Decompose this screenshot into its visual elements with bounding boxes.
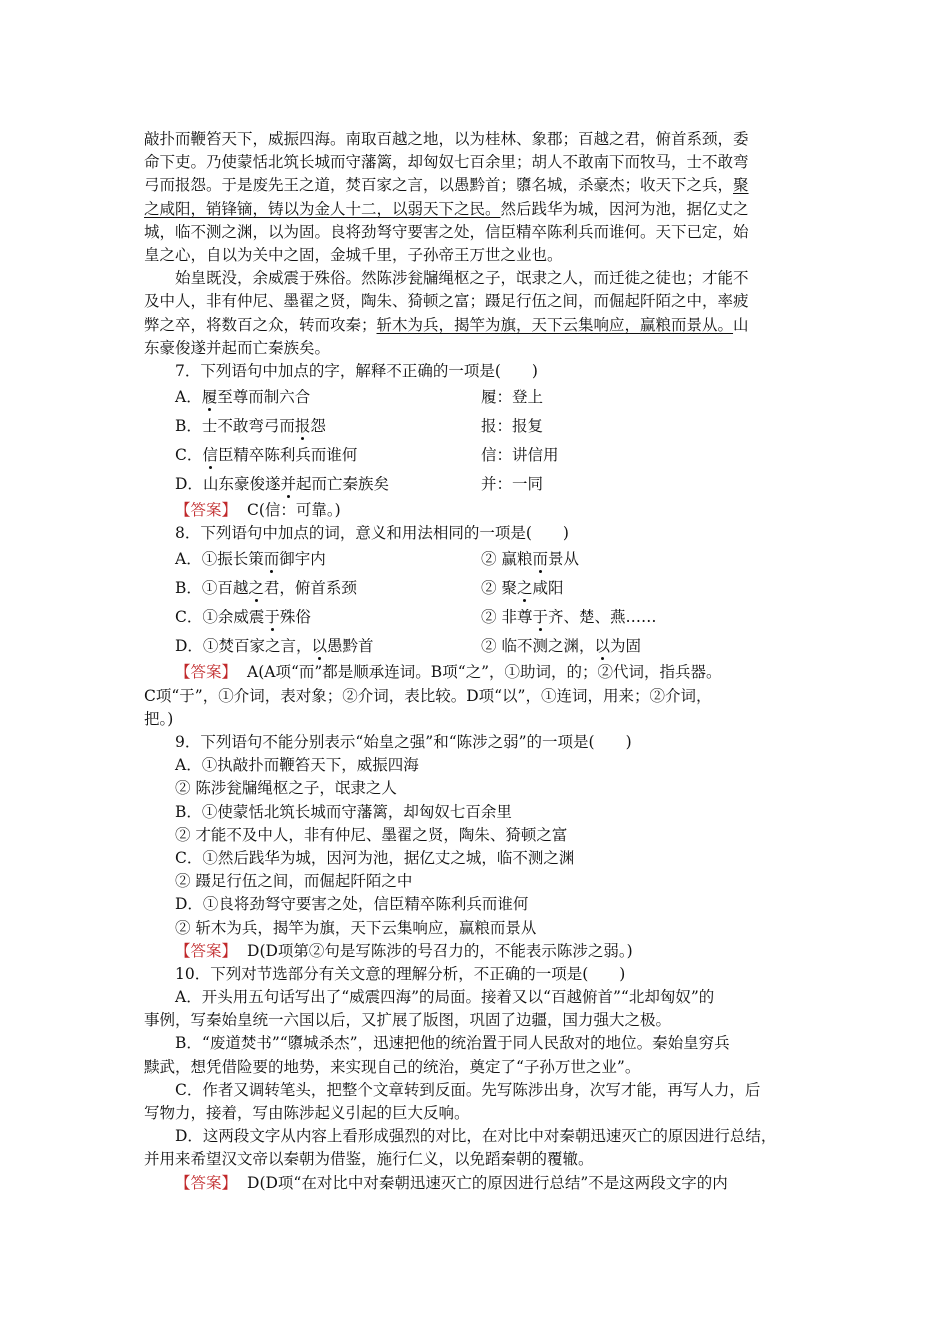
underlined-phrase: 聚	[733, 176, 749, 195]
passage-paragraph-1	[144, 128, 816, 267]
answer-line: 【答案】 D(D项“在对比中对秦朝迅速灭亡的原因进行总结”不是这两段文字的内	[175, 1173, 728, 1192]
answer-line: C项“于”，①介词，表对象；②介词，表比较。D项“以”，①连词，用来；②介词，	[144, 686, 712, 705]
option-line: 黩武，想凭借险要的地势，来实现自己的统治，奠定了“子孙万世之业”。	[144, 1057, 641, 1076]
option-line: D．①良将劲弩守要害之处，信臣精卒陈利兵而谁何	[175, 895, 529, 914]
text-line: 始皇既没，余威震于殊俗。然陈涉瓮牖绳枢之子，氓隶之人，而迁徙之徒也；才能不	[175, 269, 749, 288]
option-line: C．作者又调转笔头，把整个文章转到反面。先写陈涉出身，次写才能，再写人力，后	[175, 1080, 761, 1099]
question-stem: 10．下列对节选部分有关文意的理解分析，不正确的一项是( )	[175, 964, 626, 983]
option-line: ② 陈涉瓮牖绳枢之子，氓隶之人	[175, 779, 397, 798]
dotted-char: 而	[263, 550, 280, 569]
answer-tag: 【答案】	[175, 663, 238, 682]
option-line: ② 蹑足行伍之间，而倔起阡陌之中	[175, 872, 413, 891]
option-line: ② 斩木为兵，揭竿为旗，天下云集响应，赢粮而景从	[175, 918, 537, 937]
question-stem: 7．下列语句中加点的字，解释不正确的一项是( )	[175, 361, 538, 380]
option-line: B．“废道焚书”“隳城杀杰”，迅速把他的统治置于同人民敌对的地位。秦始皇穷兵	[175, 1034, 730, 1053]
option-d: D．山东豪俊遂并起而亡秦族矣 并：一同	[144, 470, 816, 499]
text-line: 敲扑而鞭笞天下，威振四海。南取百越之地，以为桂林、象郡；百越之君，俯首系颈，委	[144, 130, 749, 148]
option-line: A．①执敲扑而鞭笞天下，威振四海	[175, 756, 419, 775]
dotted-char: 以	[311, 637, 327, 656]
underlined-phrase: 之咸阳，销锋镝，铸以为金人十二，以弱天下之民。	[144, 199, 501, 218]
gloss: 信：讲信用	[481, 446, 559, 465]
option-line: 事例，写秦始皇统一六国以后，又扩展了版图，巩固了边疆，国力强大之极。	[144, 1011, 672, 1030]
text-line: 及中人，非有仲尼、墨翟之贤，陶朱、猗顿之富；蹑足行伍之间，而倔起阡陌之中，率疲	[144, 292, 749, 311]
option-line: C．①然后践华为城，因河为池，据亿丈之城，临不测之渊	[175, 848, 575, 867]
text-line: 之咸阳，销锋镝，铸以为金人十二，以弱天下之民。然后践华为城，因河为池，据亿丈之	[144, 199, 749, 218]
gloss: 履：登上	[481, 388, 544, 407]
answer-tag: 【答案】	[175, 501, 238, 520]
option-a: A．①振长策而御宇内 ② 赢粮而景从	[175, 550, 579, 569]
dotted-char: 信	[202, 446, 218, 465]
option-line: 并用来希望汉文帝以秦朝为借鉴，施行仁义，以免蹈秦朝的覆辙。	[144, 1150, 594, 1169]
dotted-char: 于	[264, 608, 280, 627]
question-7	[144, 360, 816, 522]
dotted-char: 于	[532, 608, 548, 627]
question-9	[144, 731, 816, 963]
dotted-char: 以	[594, 637, 610, 656]
answer-tag: 【答案】	[175, 941, 238, 960]
option-c: C．①余威震于殊俗 ② 非尊于齐、楚、燕……	[175, 608, 657, 627]
question-stem: 9．下列语句不能分别表示“始皇之强”和“陈涉之弱”的一项是( )	[175, 733, 632, 751]
question-10	[144, 963, 816, 1195]
option-d: D．①焚百家之言，以愚黔首 ② 临不测之渊，以为固	[175, 637, 641, 656]
option-c: C．信臣精卒陈利兵而谁何 信：讲信用	[144, 441, 816, 470]
text-line: 弊之卒，将数百之众，转而攻秦；斩木为兵，揭竿为旗，天下云集响应，赢粮而景从。山	[144, 315, 749, 334]
dotted-char: 之	[248, 579, 264, 598]
answer-line: 【答案】 D(D项第②句是写陈涉的号召力的，不能表示陈涉之弱。)	[175, 941, 633, 960]
option-line: D．这两段文字从内容上看形成强烈的对比，在对比中对秦朝迅速灭亡的原因进行总结，	[175, 1127, 777, 1146]
option-b: B．①百越之君，俯首系颈 ② 聚之咸阳	[175, 579, 564, 598]
text-line: 皇之心，自以为关中之固，金城千里，子孙帝王万世之业也。	[144, 245, 563, 264]
gloss: 报：报复	[481, 417, 544, 436]
option-line: A．开头用五句话写出了“威震四海”的局面。接着又以“百越俯首”“北却匈奴”的	[175, 988, 715, 1007]
dotted-char: 报	[294, 417, 311, 436]
question-stem: 8．下列语句中加点的词，意义和用法相同的一项是( )	[175, 524, 569, 543]
option-line: B．①使蒙恬北筑长城而守藩篱，却匈奴七百余里	[175, 802, 512, 821]
text-line: 东豪俊遂并起而亡秦族矣。	[144, 338, 331, 357]
passage-paragraph-2	[144, 267, 816, 360]
question-8	[144, 522, 816, 731]
answer-tag: 【答案】	[175, 1173, 238, 1192]
option-a: A．履至尊而制六合 履：登上	[144, 383, 816, 412]
document-page	[144, 128, 816, 1195]
text-line: 城，临不测之渊，以为固。良将劲弩守要害之处，信臣精卒陈利兵而谁何。天下已定，始	[144, 222, 749, 241]
text-line: 命下吏。乃使蒙恬北筑长城而守藩篱，却匈奴七百余里；胡人不敢南下而牧马，士不敢弯	[144, 153, 749, 172]
text-line: 弓而报怨。于是废先王之道，焚百家之言，以愚黔首；隳名城，杀豪杰；收天下之兵，聚	[144, 176, 749, 195]
dotted-char: 而	[532, 550, 548, 569]
answer-line: 【答案】 A(A项“而”都是顺承连词。B项“之”，①助词，的；②代词，指兵器。	[175, 663, 722, 682]
dotted-char: 履	[201, 388, 218, 407]
answer-line: 把。)	[144, 709, 174, 728]
option-line: ② 才能不及中人，非有仲尼、墨翟之贤，陶朱、猗顿之富	[175, 825, 568, 844]
option-line: 写物力，接着，写由陈涉起义引起的巨大反响。	[144, 1104, 470, 1122]
gloss: 并：一同	[481, 475, 544, 494]
dotted-char: 并	[280, 475, 296, 494]
underlined-phrase: 斩木为兵，揭竿为旗，天下云集响应，赢粮而景从。	[376, 315, 734, 334]
option-b: B．士不敢弯弓而报怨 报：报复	[144, 412, 816, 441]
dotted-char: 之	[516, 579, 533, 598]
answer-line: 【答案】 C(信：可靠。)	[175, 501, 341, 520]
